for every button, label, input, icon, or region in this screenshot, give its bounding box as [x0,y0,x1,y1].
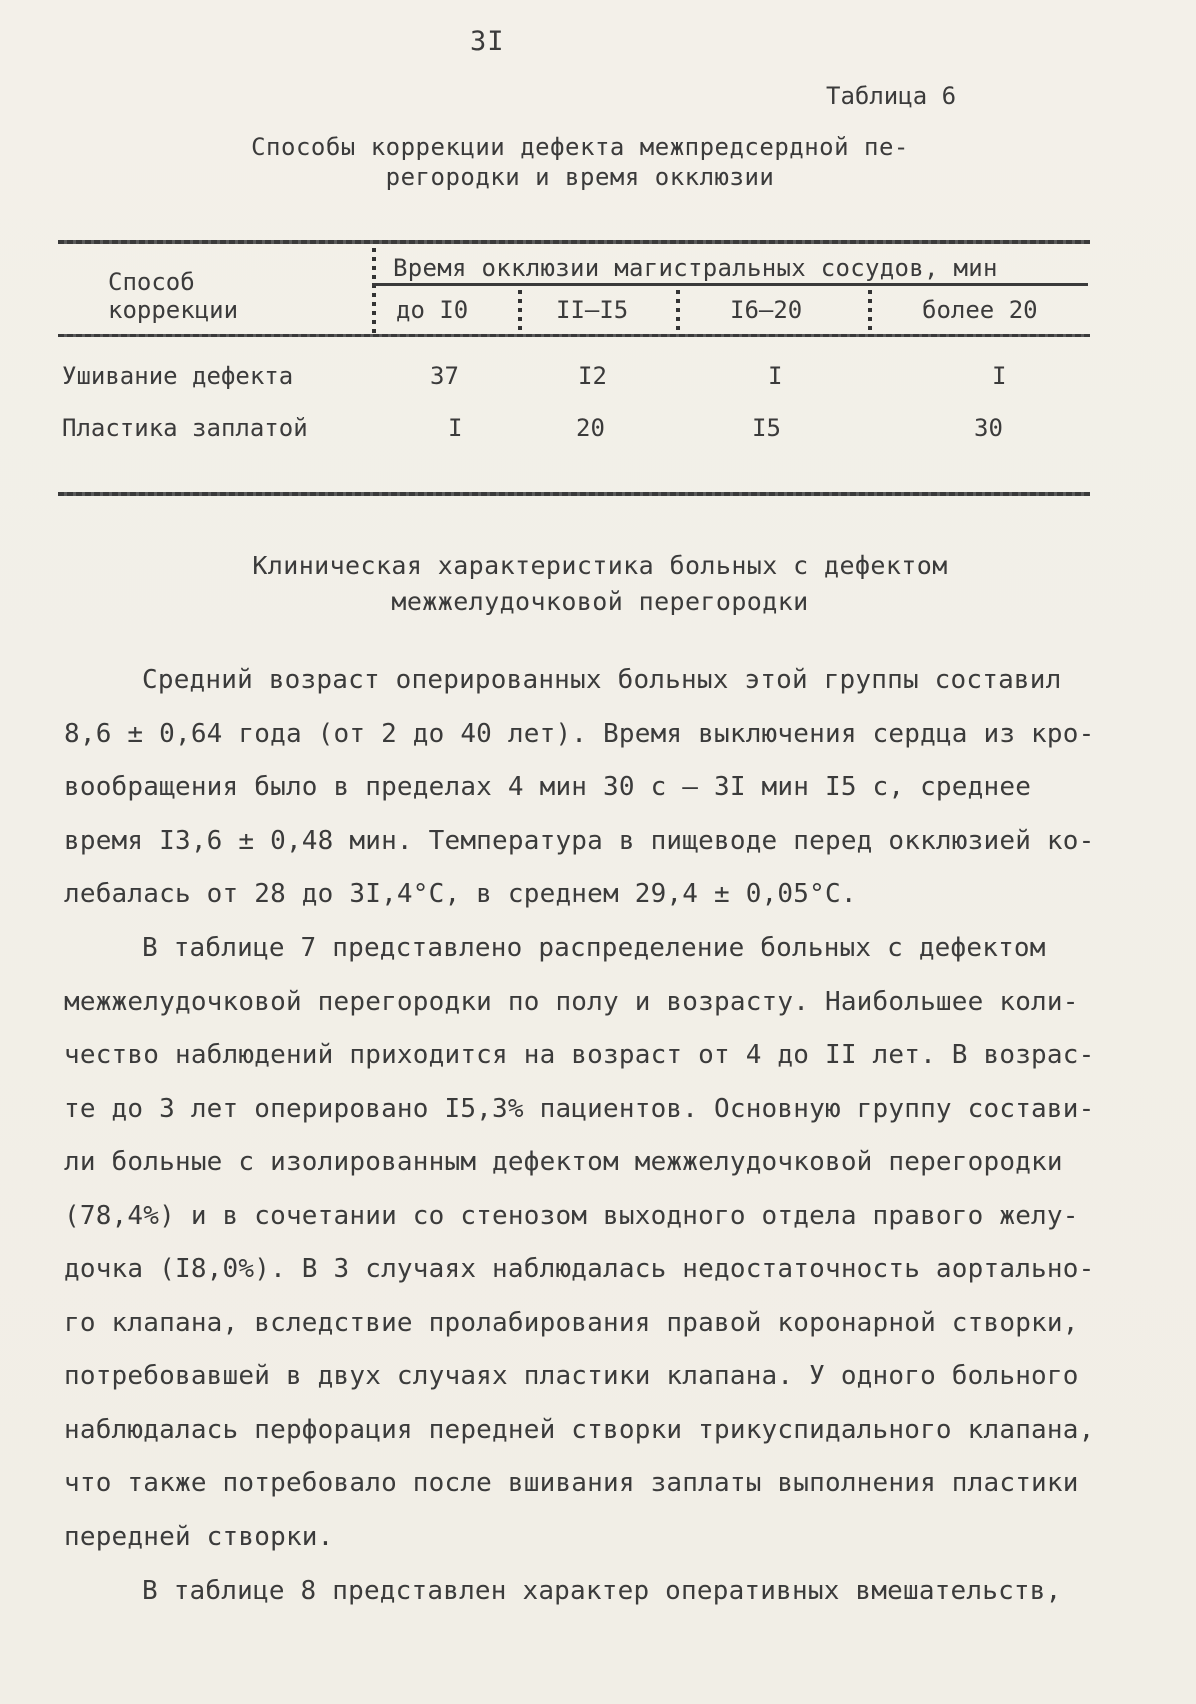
text-line: В таблице 7 представлено распределение больных с дефектом [142,933,1046,963]
text-line: передней створки. [64,1521,334,1552]
text-line: ли больные с изолированным дефектом межжелудочковой перегородки [64,1147,1063,1177]
section-heading [200,548,1000,620]
table-header-rule [58,334,1090,337]
text-line: дочка (I8,0%). В 3 случаях наблюдалась недостаточность аортально- [64,1254,1095,1284]
text-line: наблюдалась перфорация передней створки трикуспидального клапана, [64,1414,1095,1445]
row-label: Ушивание дефекта [62,362,294,390]
table-label: Таблица 6 [826,82,957,110]
row-header-line: коррекции [108,296,239,324]
body-paragraph [64,654,1108,922]
text-line: чество наблюдений приходится на возраст от 4 до II лет. В возрас- [64,1040,1095,1070]
table-cell: I [768,362,783,390]
column-group-underline [372,283,1088,286]
table-bottom-rule [58,492,1090,496]
column-header: I6–20 [730,296,803,324]
column-group-header: Время окклюзии магистральных сосудов, мин [393,254,998,282]
text-line: В таблице 8 представлен характер оперативных вмешательств, [142,1576,1062,1606]
table-cell: I [992,362,1007,390]
table-cell: 20 [576,414,605,442]
column-header: до I0 [396,296,469,324]
table-caption [200,132,960,192]
section-heading-line: Клиническая характеристика больных с дефектом [252,551,948,580]
table-cell: 30 [974,414,1003,442]
column-header: II–I5 [556,296,629,324]
table-caption-line: регородки и время окклюзии [385,163,775,191]
column-header: более 20 [922,296,1038,324]
row-header-line: Способ [108,268,195,296]
text-line: что также потребовало после вшивания заплаты выполнения пластики [64,1468,1079,1498]
column-divider [518,290,522,334]
text-line: лебалась от 28 до 3I,4°С, в среднем 29,4 ± 0,05°С. [64,879,857,909]
table-cell: I5 [752,414,781,442]
text-line: (78,4%) и в сочетании со стенозом выходного отдела правого желу- [64,1200,1079,1231]
column-divider [372,248,376,334]
text-line: межжелудочковой перегородки по полу и возрасту. Наибольшее коли- [64,986,1079,1017]
text-line: время I3,6 ± 0,48 мин. Температура в пищеводе перед окклюзией ко- [64,825,1095,856]
table-caption-line: Способы коррекции дефекта межпредсердной пе- [251,133,909,161]
column-divider [868,290,872,334]
table-cell: I [448,414,463,442]
text-line: го клапана, вследствие пролабирования правой коронарной створки, [64,1307,1079,1338]
body-paragraph [64,1565,1108,1619]
section-heading-line: межжелудочковой перегородки [391,587,809,616]
text-line: потребовавшей в двух случаях пластики клапана. У одного больного [64,1361,1079,1391]
table-cell: 37 [430,362,459,390]
body-paragraph [64,922,1108,1564]
row-label: Пластика заплатой [62,414,308,442]
text-line: 8,6 ± 0,64 года (от 2 до 40 лет). Время выключения сердца из кро- [64,718,1095,749]
text-line: Средний возраст оперированных больных этой группы составил [142,665,1062,695]
table-cell: I2 [578,362,607,390]
column-divider [676,290,680,334]
text-line: вообращения было в пределах 4 мин 30 с – 3I мин I5 с, среднее [64,772,1032,802]
table-top-rule [58,240,1090,244]
text-line: те до 3 лет оперировано I5,3% пациентов. Основную группу состави- [64,1093,1095,1124]
page-number: 3I [470,26,505,57]
